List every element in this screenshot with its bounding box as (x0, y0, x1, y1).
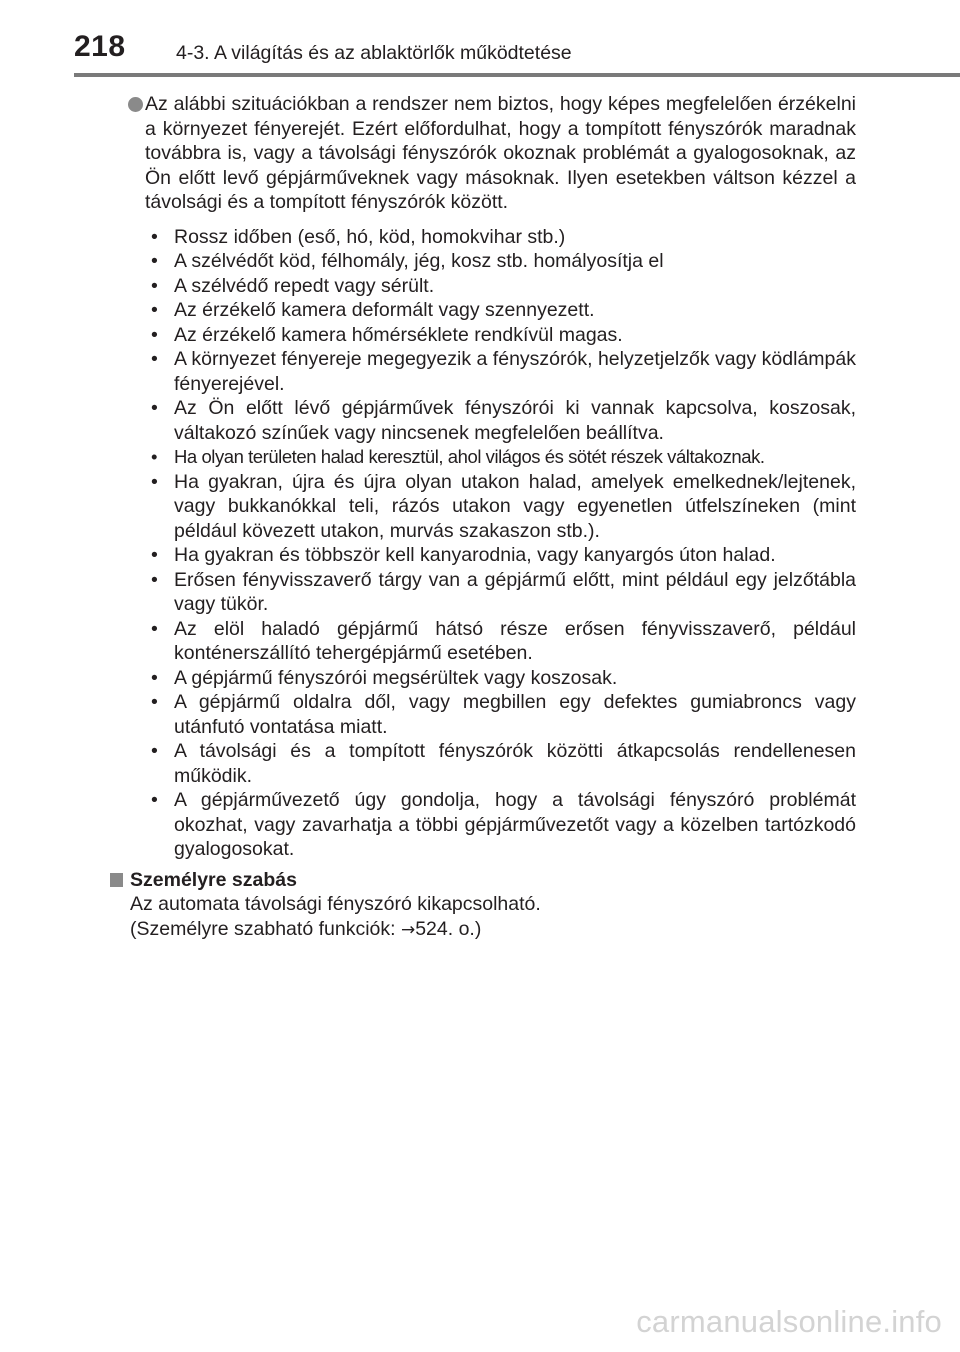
intro-paragraph (108, 92, 856, 215)
bullet-icon: • (151, 446, 158, 467)
bullet-icon: • (151, 250, 158, 272)
list-item-text: A szélvédőt köd, félhomály, jég, kosz stb. homályosítja el (174, 250, 664, 272)
list-item (145, 617, 856, 666)
list-item-text: A környezet fényereje megegyezik a fényszórók, helyzetjelzők vagy ködlámpák fényerejével. (174, 348, 856, 395)
list-item (145, 445, 856, 470)
list-item (145, 347, 856, 396)
list-item-text: Ha gyakran és többször kell kanyarodnia, vagy kanyargós úton halad. (174, 544, 776, 566)
list-item (145, 396, 856, 445)
bullet-icon: • (151, 397, 158, 419)
list-item-text: Ha gyakran, újra és újra olyan utakon halad, amelyek emelkednek/lejtenek, vagy bukkanókkal teli, rázós utakon vagy egyenetlen útfelszíneken (mint például kövezett utakon, murvás szakaszon stb.). (174, 470, 856, 542)
list-item (145, 274, 856, 299)
list-item-text: A gépjárművezető úgy gondolja, hogy a távolsági fényszóró problémát okozhat, vagy zavarhatja a többi gépjárművezetőt vagy a közelben tartózkodó gyalogosokat. (174, 789, 856, 860)
list-item-text: Erősen fényvisszaverő tárgy van a gépjármű előtt, mint például egy jelzőtábla vagy tükör. (174, 568, 856, 615)
bullet-icon: • (151, 789, 158, 811)
personalization-line-1: Az automata távolsági fényszóró kikapcsolható. (130, 893, 541, 915)
list-item (145, 225, 856, 250)
list-item-text: Rossz időben (eső, hó, köd, homokvihar stb.) (174, 225, 566, 248)
circle-bullet-icon (128, 97, 143, 112)
bullet-icon: • (151, 274, 158, 297)
list-item-text: A szélvédő repedt vagy sérült. (174, 274, 435, 297)
list-item (145, 298, 856, 323)
bullet-icon: • (151, 348, 158, 370)
personalization-heading (108, 868, 856, 893)
list-item (145, 568, 856, 617)
personalization-heading-text: Személyre szabás (130, 868, 297, 891)
personalization-line-2-prefix: (Személyre szabható funkciók: (130, 917, 401, 940)
list-item (145, 470, 856, 544)
bullet-icon: • (151, 323, 158, 346)
list-item-text: Az érzékelő kamera deformált vagy szennyezett. (174, 299, 595, 321)
bullet-icon: • (151, 544, 158, 566)
personalization-line-2 (108, 917, 856, 943)
list-item-text: Az Ön előtt lévő gépjárművek fényszórói ki vannak kapcsolva, koszosak, váltakozó színűek vagy nincsenek megfelelően beállítva. (174, 397, 856, 444)
page-header (0, 0, 960, 78)
right-arrow-icon: → (400, 919, 416, 940)
list-item (145, 690, 856, 739)
bullet-icon: • (151, 299, 158, 321)
bullet-icon: • (151, 691, 158, 713)
list-item (145, 543, 856, 568)
list-item (145, 739, 856, 788)
list-item-text: Ha olyan területen halad keresztül, ahol világos és sötét részek váltakoznak. (174, 446, 765, 467)
bullet-icon: • (151, 740, 158, 762)
list-item-text: Az elöl haladó gépjármű hátsó része erősen fényvisszaverő, például konténerszállító tehergépjármű esetében. (174, 617, 856, 664)
list-item-text: A távolsági és a tompított fényszórók közötti átkapcsolás rendellenesen működik. (174, 740, 856, 787)
bullet-icon: • (151, 666, 158, 689)
list-item (145, 788, 856, 862)
square-bullet-icon (110, 873, 123, 887)
list-item-text: A gépjármű fényszórói megsérültek vagy koszosak. (174, 666, 618, 689)
bullet-icon: • (151, 225, 158, 248)
intro-text: Az alábbi szituációkban a rendszer nem biztos, hogy képes megfelelően érzékelni a környezet fényerejét. Ezért előfordulhat, hogy a tompított fényszórók maradnak továbbra is, vagy a távolsági fényszórók okoznak problémát a gyalogosoknak, az Ön előtt levő gépjárműveknek vagy másoknak. Ilyen esetekben váltson kézzel a távolsági és a tompított fényszórók között. (145, 93, 856, 213)
bullet-icon: • (151, 568, 158, 591)
list-item-text: A gépjármű oldalra dől, vagy megbillen egy defektes gumiabroncs vagy utánfutó vontatása miatt. (174, 691, 856, 738)
bullet-icon: • (151, 617, 158, 640)
list-item (145, 249, 856, 274)
bullet-icon: • (151, 470, 158, 493)
list-item-text: Az érzékelő kamera hőmérséklete rendkívül magas. (174, 323, 623, 346)
condition-list (108, 225, 856, 862)
page-reference-link[interactable]: 524. o.) (415, 917, 482, 940)
page-content (108, 92, 856, 942)
list-item (145, 666, 856, 691)
header-rule (74, 73, 960, 77)
page-number: 218 (74, 30, 126, 63)
watermark: carmanualsonline.info (636, 1304, 942, 1339)
list-item (145, 323, 856, 348)
section-title: 4-3. A világítás és az ablaktörlők működtetése (176, 42, 572, 64)
